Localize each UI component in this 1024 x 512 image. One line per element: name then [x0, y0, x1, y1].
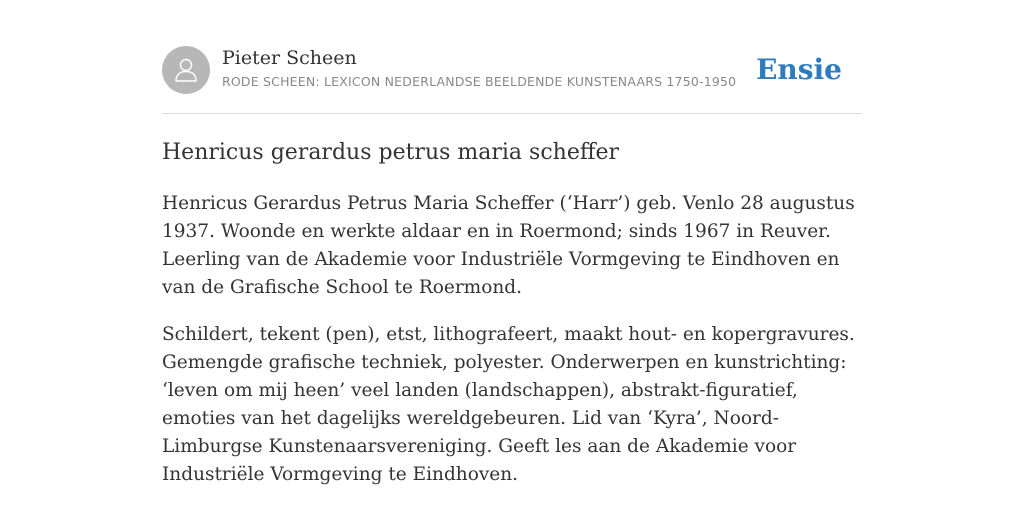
- author-name[interactable]: Pieter Scheen: [222, 47, 357, 69]
- user-icon: [171, 55, 201, 85]
- article-body: [162, 190, 862, 508]
- author-avatar[interactable]: [162, 46, 210, 94]
- article-paragraph: Henricus Gerardus Petrus Maria Scheffer (‘Harr’) geb. Venlo 28 augustus 1937. Woonde en werkte aldaar en in Roermond; sinds 1967 in Reuver. Leerling van de Akademie voor Industriële Vormgeving te Eindhoven en van de Grafische School te Roermond.: [162, 193, 855, 298]
- article-paragraph: Schildert, tekent (pen), etst, lithografeert, maakt hout- en kopergravures. Gemengde grafische techniek, polyester. Onderwerpen en kunstrichting: ‘leven om mij heen’ veel landen (landschappen), abstrakt-figuratief, emoties van het dagelijks wereldgebeuren. Lid van ‘Kyra’, Noord-Limburgse Kunstenaarsvereniging. Geeft les aan de Akademie voor Industriële Vormgeving te Eindhoven.: [162, 324, 855, 485]
- ensie-logo[interactable]: Ensie: [756, 53, 842, 86]
- header-divider: [162, 113, 862, 114]
- article-header: [162, 46, 862, 96]
- source-title[interactable]: RODE SCHEEN: LEXICON NEDERLANDSE BEELDENDE KUNSTENAARS 1750-1950: [222, 74, 737, 89]
- article-title: Henricus gerardus petrus maria scheffer: [162, 140, 620, 165]
